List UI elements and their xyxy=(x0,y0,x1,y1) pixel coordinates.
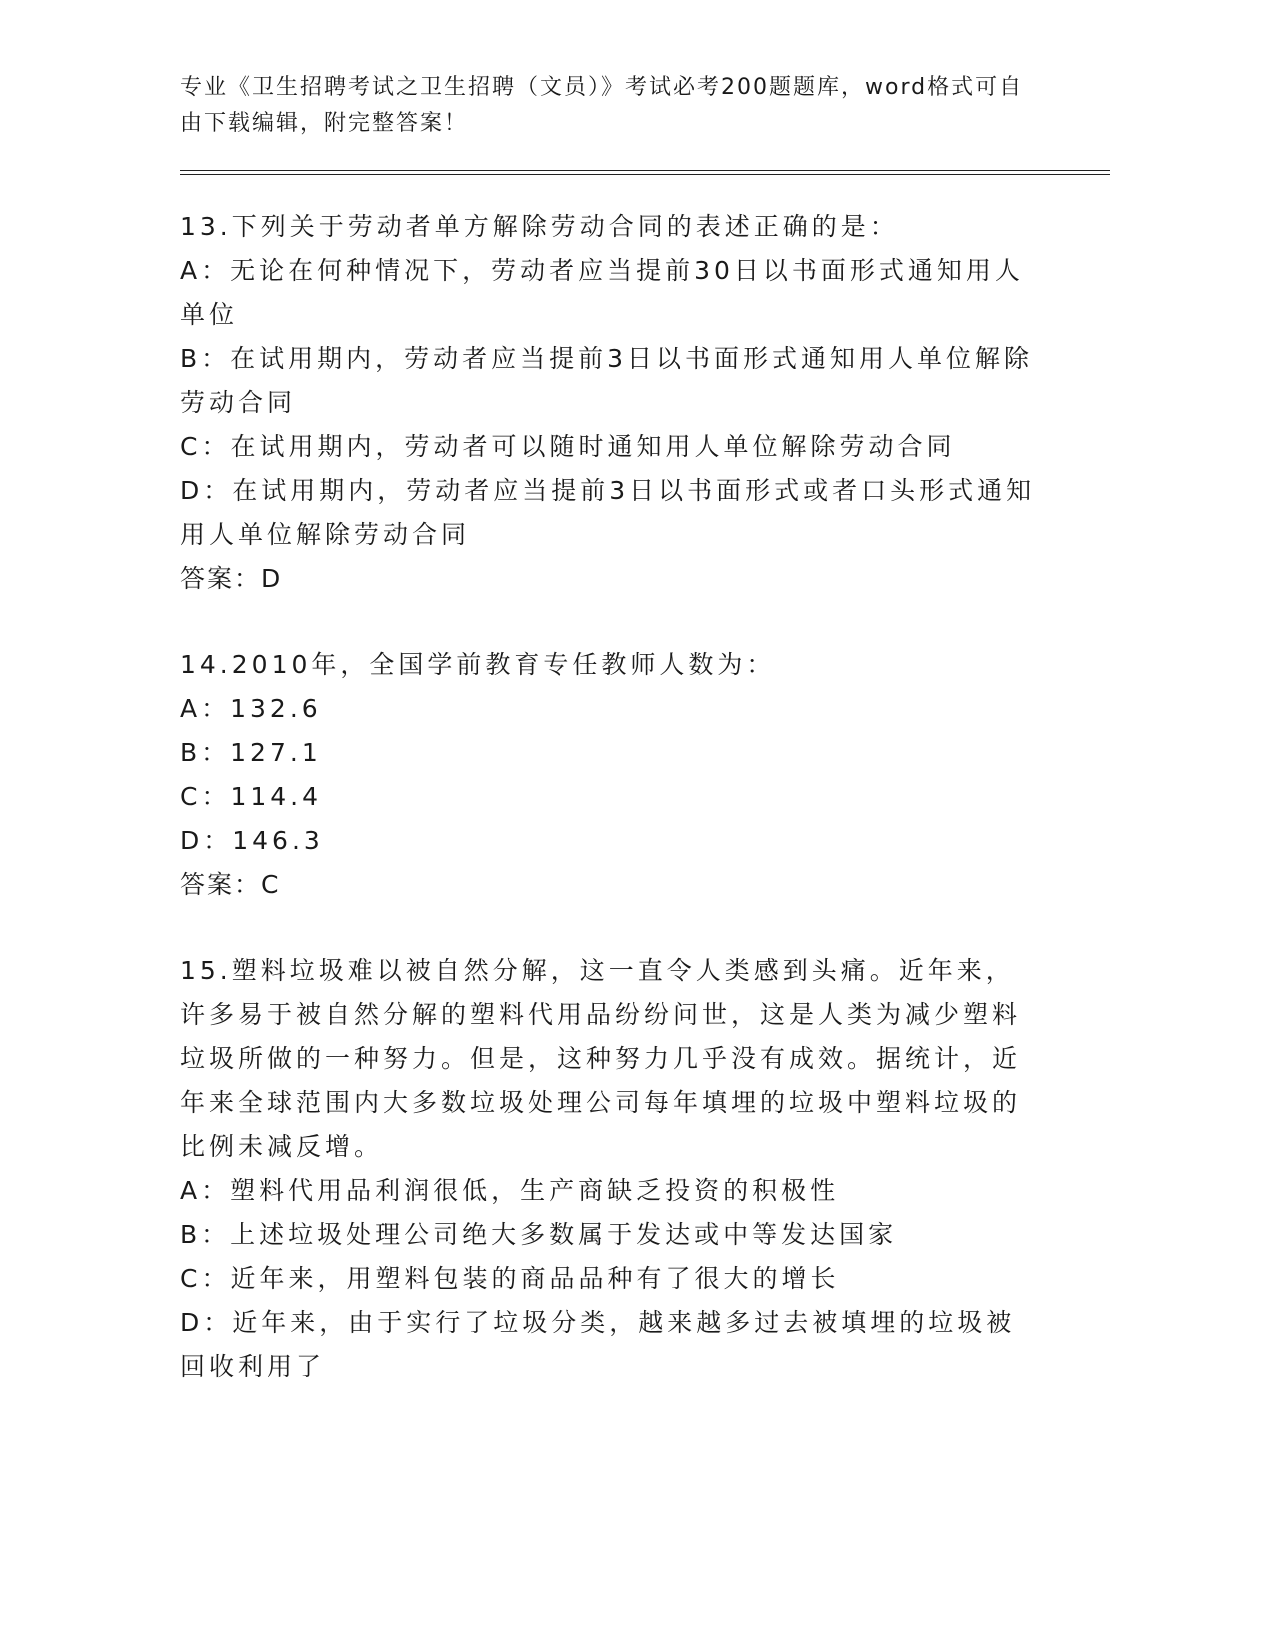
option-a: A：132.6 xyxy=(180,694,322,723)
document-header: 专业《卫生招聘考试之卫生招聘（文员）》考试必考200题题库，word格式可自由下载编辑，附完整答案！ xyxy=(180,75,1024,136)
option-a: A：塑料代用品利润很低，生产商缺乏投资的积极性 xyxy=(180,1176,840,1205)
option-c: C：在试用期内，劳动者可以随时通知用人单位解除劳动合同 xyxy=(180,432,956,461)
option-b: B：127.1 xyxy=(180,738,322,767)
option-c: C：近年来，用塑料包装的商品品种有了很大的增长 xyxy=(180,1264,840,1293)
question-list xyxy=(180,205,1110,1389)
header-divider xyxy=(180,170,1110,175)
option-b: B：在试用期内，劳动者应当提前3日以书面形式通知用人单位解除劳动合同 xyxy=(180,344,1034,417)
option-c: C：114.4 xyxy=(180,782,323,811)
option-d: D：146.3 xyxy=(180,826,324,855)
question-stem: 13.下列关于劳动者单方解除劳动合同的表述正确的是： xyxy=(180,212,899,241)
option-d: D：在试用期内，劳动者应当提前3日以书面形式或者口头形式通知用人单位解除劳动合同 xyxy=(180,476,1036,549)
option-b: B：上述垃圾处理公司绝大多数属于发达或中等发达国家 xyxy=(180,1220,898,1249)
question-stem: 14.2010年，全国学前教育专任教师人数为： xyxy=(180,650,776,679)
answer-label: 答案：D xyxy=(180,564,283,593)
option-d: D：近年来，由于实行了垃圾分类，越来越多过去被填埋的垃圾被回收利用了 xyxy=(180,1308,1016,1381)
question-14 xyxy=(180,643,1110,907)
question-stem: 15.塑料垃圾难以被自然分解，这一直令人类感到头痛。近年来，许多易于被自然分解的塑料代用品纷纷问世，这是人类为减少塑料垃圾所做的一种努力。但是，这种努力几乎没有成效。据统计，近年来全球范围内大多数垃圾处理公司每年填埋的垃圾中塑料垃圾的比例未减反增。 xyxy=(180,956,1022,1161)
answer-label: 答案：C xyxy=(180,870,281,899)
question-13 xyxy=(180,205,1110,601)
question-15 xyxy=(180,949,1110,1389)
document-page xyxy=(180,0,1110,1431)
option-a: A：无论在何种情况下，劳动者应当提前30日以书面形式通知用人单位 xyxy=(180,256,1024,329)
